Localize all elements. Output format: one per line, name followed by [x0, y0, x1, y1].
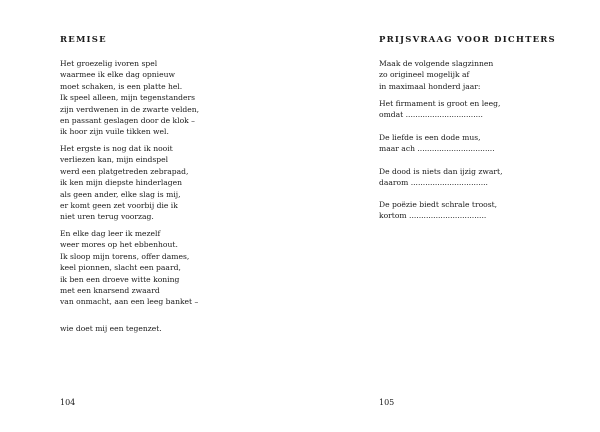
- poem-line: kortom ................................: [379, 211, 487, 221]
- poem-line: moet schaken, is een platte hel.: [60, 81, 183, 91]
- poem-line: keel pionnen, slacht een paard,: [60, 263, 181, 273]
- poem-line: waarmee ik elke dag opnieuw: [60, 70, 175, 80]
- stanza: [60, 228, 198, 308]
- poem-line: Het ergste is nog dat ik nooit: [60, 144, 173, 153]
- poem-line: omdat ................................: [379, 110, 483, 120]
- poem-line: ik hoor zijn vuile tikken wel.: [60, 127, 169, 137]
- stanza: [60, 323, 162, 334]
- poem-line: En elke dag leer ik mezelf: [60, 229, 161, 238]
- poem-line: zo origineel mogelijk af: [379, 70, 470, 80]
- poem-line: ik ken mijn diepste hinderlagen: [60, 178, 183, 188]
- poem-line: Maak de volgende slagzinnen: [379, 59, 494, 68]
- poem-line: verliezen kan, mijn eindspel: [60, 155, 169, 165]
- page-number: 105: [379, 398, 395, 407]
- poem-line: Ik speel alleen, mijn tegenstanders: [60, 93, 196, 103]
- poem-line: niet uren terug voorzag.: [60, 212, 154, 222]
- poem-line: werd een platgetreden zebrapad,: [60, 166, 189, 176]
- poem-line: als geen ander, elke slag is mij,: [60, 189, 181, 199]
- poem-line: zijn verdwenen in de zwarte velden,: [60, 104, 200, 114]
- poem-line: Ik sloop mijn torens, offer dames,: [60, 251, 190, 261]
- poem-line: daarom ................................: [379, 178, 488, 188]
- poem-line: maar ach ................................: [379, 144, 495, 154]
- stanza: [379, 98, 500, 121]
- poem-title: PRIJSVRAAG VOOR DICHTERS: [379, 35, 556, 45]
- stanza: [379, 166, 503, 189]
- stanza: [379, 58, 493, 92]
- poem-line: ik ben een droeve witte koning: [60, 274, 180, 284]
- poem-line: in maximaal honderd jaar:: [379, 81, 481, 91]
- poem-line: van onmacht, aan een leeg banket –: [60, 297, 199, 307]
- stanza: [379, 132, 495, 155]
- poem-line: De poëzie biedt schrale troost,: [379, 200, 498, 209]
- poem-line: er komt geen zet voorbij die ik: [60, 201, 178, 211]
- poem-line: De liefde is een dode mus,: [379, 133, 481, 142]
- poem-line: Het groezelig ivoren spel: [60, 59, 158, 68]
- poem-line: wie doet mij een tegenzet.: [60, 324, 162, 333]
- poem-line: met een knarsend zwaard: [60, 286, 160, 296]
- poem-line: weer mores op het ebbenhout.: [60, 240, 178, 250]
- stanza: [379, 199, 497, 222]
- poem-line: en passant geslagen door de klok –: [60, 116, 195, 126]
- right-page: [300, 0, 600, 432]
- stanza: [60, 58, 199, 138]
- poem-line: Het firmament is groot en leeg,: [379, 99, 501, 108]
- poem-line: De dood is niets dan ijzig zwart,: [379, 167, 503, 176]
- poem-title: REMISE: [60, 35, 107, 45]
- page-number: 104: [60, 398, 76, 407]
- stanza: [60, 143, 188, 223]
